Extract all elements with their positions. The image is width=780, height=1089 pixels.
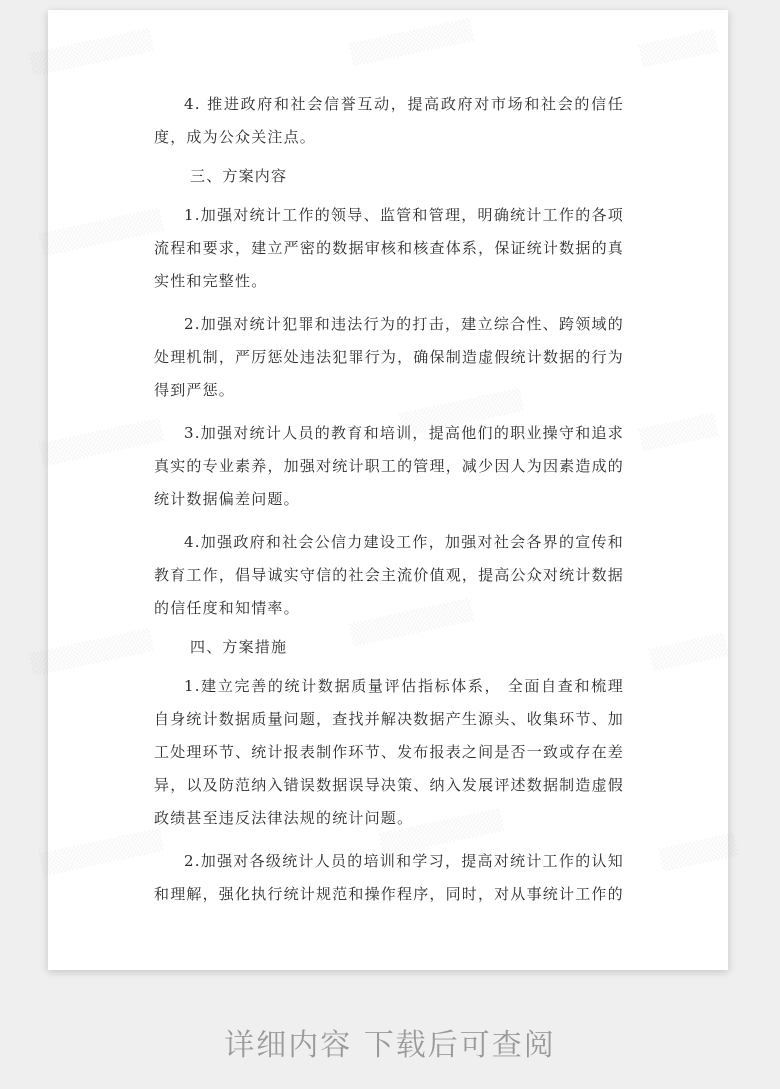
paragraph-content-1: 1.加强对统计工作的领导、监管和管理，明确统计工作的各项流程和要求，建立严密的数据审核和核查体系，保证统计数据的真实性和完整性。 <box>154 206 624 290</box>
paragraph-measure-2: 2.加强对各级统计人员的培训和学习，提高对统计工作的认知和理解，强化执行统计规范和操作程序，同时，对从事统计工作的 <box>154 852 624 903</box>
paragraph-content-3: 3.加强对统计人员的教育和培训，提高他们的职业操守和追求真实的专业素养，加强对统计职工的管理，减少因人为因素造成的统计数据偏差问题。 <box>154 424 624 508</box>
section-heading-plan-measures: 四、方案措施 <box>190 638 288 656</box>
paragraph-content-4: 4.加强政府和社会公信力建设工作，加强对社会各界的宣传和教育工作，倡导诚实守信的社会主流价值观，提高公众对统计数据的信任度和知情率。 <box>154 533 624 617</box>
paragraph-content-2: 2.加强对统计犯罪和违法行为的打击，建立综合性、跨领域的处理机制，严厉惩处违法犯罪行为，确保制造虚假统计数据的行为得到严惩。 <box>154 315 624 399</box>
page-content <box>154 88 624 911</box>
download-hint-caption: 详细内容 下载后可查阅 <box>224 1028 556 1063</box>
section-heading-plan-content: 三、方案内容 <box>190 167 288 185</box>
document-page <box>48 10 728 970</box>
paragraph-measure-1: 1.建立完善的统计数据质量评估指标体系， 全面自查和梳理自身统计数据质量问题，查找并解决数据产生源头、收集环节、加工处理环节、统计报表制作环节、发布报表之间是否一致或存在差异，以及防范纳入错误数据误导决策、纳入发展评述数据制造虚假政绩甚至违反法律法规的统计问题。 <box>154 677 624 827</box>
paragraph-item-4-trust: 4. 推进政府和社会信誉互动，提高政府对市场和社会的信任度，成为公众关注点。 <box>154 95 624 146</box>
